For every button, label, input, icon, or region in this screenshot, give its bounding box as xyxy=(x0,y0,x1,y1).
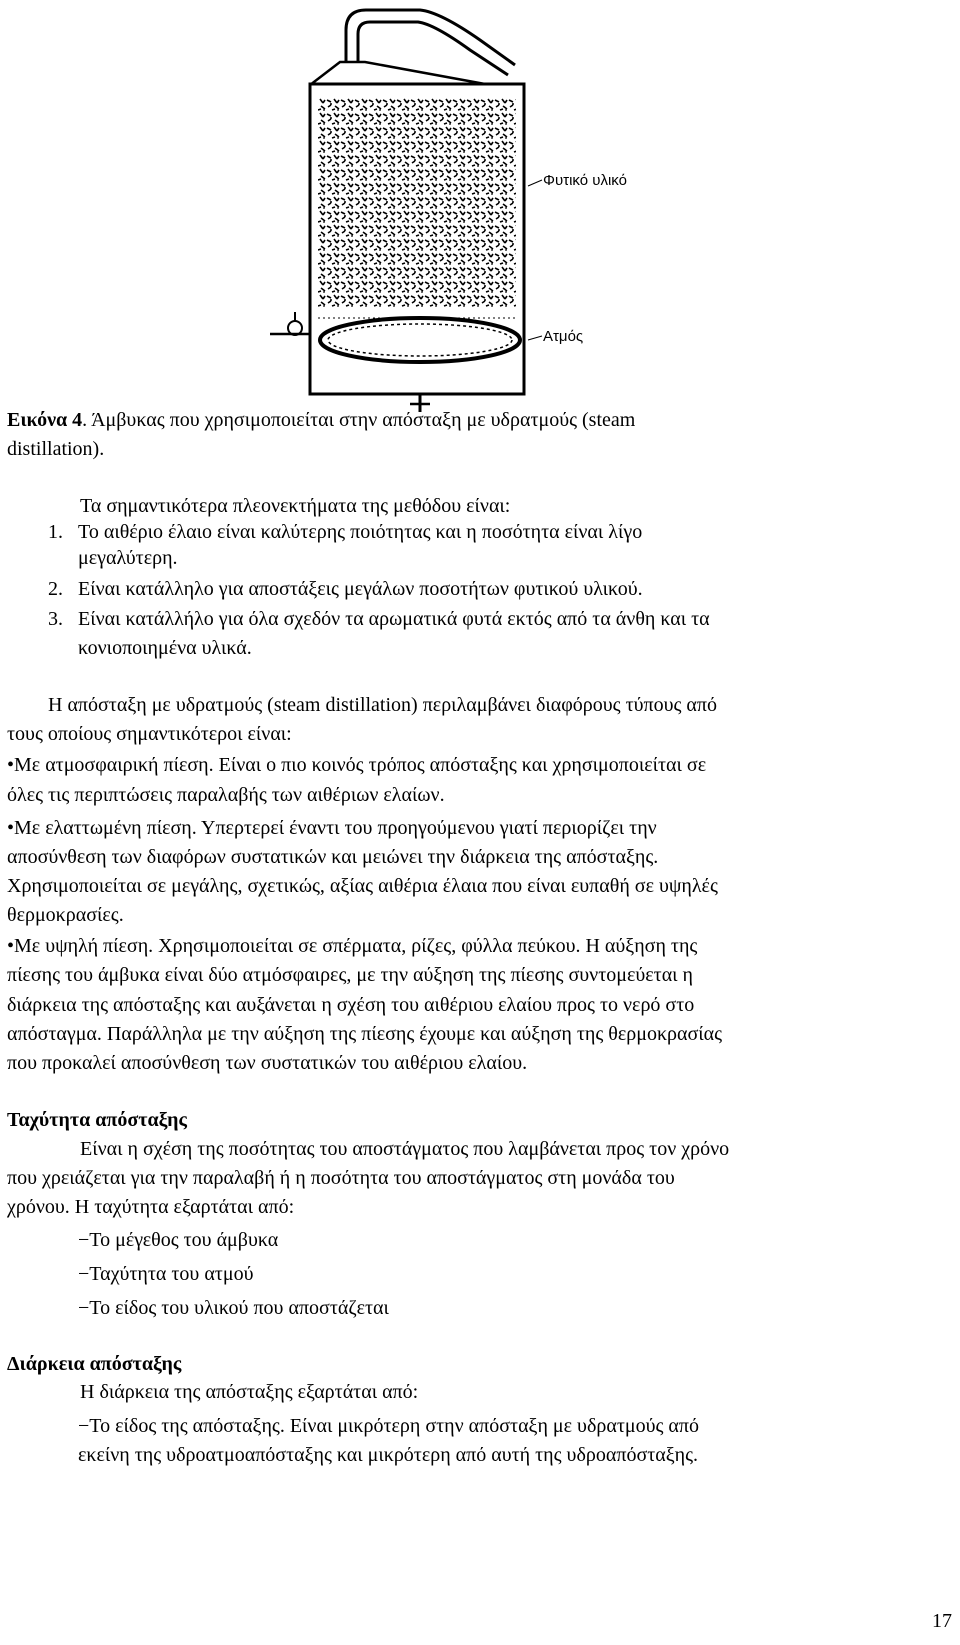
speed-text-1: Είναι η σχέση της ποσότητας του αποστάγματος που λαμβάνεται προς τον χρόνο xyxy=(80,1138,730,1160)
speed-dependency-3: −Το είδος του υλικού που αποστάζεται xyxy=(78,1297,389,1319)
types-intro: Η απόσταξη με υδρατμούς (steam distillation) περιλαμβάνει διαφόρους τύπους από xyxy=(48,694,718,716)
caption-text-line2: distillation). xyxy=(7,438,105,460)
duration-dependency-1: −Το είδος της απόσταξης. Είναι μικρότερη στην απόσταξη με υδρατμούς από xyxy=(78,1415,699,1437)
bullet-atmospheric-text: Με ατμοσφαιρική πίεση. Είναι ο πιο κοινός τρόπος απόσταξης και χρησιμοποιείται σε xyxy=(14,754,707,776)
advantage-item-2: Είναι κατάλληλο για αποστάξεις μεγάλων ποσοτήτων φυτικού υλικού. xyxy=(78,578,643,600)
advantage-item-2-num: 2. xyxy=(48,578,63,600)
bullet-reduced xyxy=(7,816,657,840)
advantage-item-3-num: 3. xyxy=(48,608,63,630)
bullet-high-cont-4: που προκαλεί αποσύνθεση των συστατικών του αιθέριου ελαίου. xyxy=(7,1052,528,1074)
bullet-high-text: Με υψηλή πίεση. Χρησιμοποιείται σε σπέρματα, ρίζες, φύλλα πεύκου. Η αύξηση της xyxy=(14,935,698,957)
page-number: 17 xyxy=(932,1610,952,1632)
bullet-reduced-cont-1: αποσύνθεση των διαφόρων συστατικών και μειώνει την διάρκεια της απόσταξης. xyxy=(7,846,659,868)
figure-caption xyxy=(7,408,635,432)
advantage-item-3-cont: κονιοποιημένα υλικά. xyxy=(78,637,252,659)
label-steam: Ατμός xyxy=(543,328,584,345)
advantages-intro: Τα σημαντικότερα πλεονεκτήματα της μεθόδου είναι: xyxy=(80,495,511,517)
still-diagram xyxy=(270,0,690,418)
duration-dependency-1-cont: εκείνη της υδροατμοαπόσταξης και μικρότερη από αυτή της υδροαπόσταξης. xyxy=(78,1444,699,1466)
speed-dependency-2: −Ταχύτητα του ατμού xyxy=(78,1263,254,1285)
bullet-reduced-cont-2: Χρησιμοποιείται σε μεγάλης, σχετικώς, αξίας αιθέρια έλαια που είναι ευπαθή σε υψηλές xyxy=(7,875,718,897)
speed-text-3: χρόνου. Η ταχύτητα εξαρτάται από: xyxy=(7,1196,295,1218)
speed-dependency-1: −Το μέγεθος του άμβυκα xyxy=(78,1229,279,1251)
bullet-high-cont-3: απόσταγμα. Παράλληλα με την αύξηση της πίεσης έχουμε και αύξηση της θερμοκρασίας xyxy=(7,1023,723,1045)
label-plant-material: Φυτικό υλικό xyxy=(543,172,627,189)
still-lid xyxy=(310,62,485,85)
caption-text: . Άμβυκας που χρησιμοποιείται στην απόσταξη με υδρατμούς (steam xyxy=(82,409,636,431)
types-intro-cont: τους οποίους σημαντικότεροι είναι: xyxy=(7,723,292,745)
advantage-item-3: Είναι κατάλλήλο για όλα σχεδόν τα αρωματικά φυτά εκτός από τα άνθη και τα xyxy=(78,608,710,630)
vapor-pipe xyxy=(346,10,515,65)
speed-text-2: που χρειάζεται για την παραλαβή ή η ποσότητα του αποστάγματος στη μονάδα του xyxy=(7,1167,675,1189)
caption-label: Εικόνα 4 xyxy=(7,409,83,431)
bullet-high-cont-2: διάρκεια της απόσταξης και αυξάνεται η σχέση του αιθέριου ελαίου προς το νερό στο xyxy=(7,994,695,1016)
advantage-item-1-num: 1. xyxy=(48,521,63,543)
steam-ring xyxy=(320,318,520,362)
bullet-reduced-cont-3: θερμοκρασίες. xyxy=(7,904,124,926)
bullet-high-cont-1: πίεσης του άμβυκα είναι δύο ατμόσφαιρες, με την αύξηση της πίεσης συντομεύεται η xyxy=(7,964,694,986)
still-figure xyxy=(270,0,690,418)
speed-heading: Ταχύτητα απόσταξης xyxy=(7,1109,187,1131)
plant-material xyxy=(318,98,516,308)
advantage-item-1: Το αιθέριο έλαιο είναι καλύτερης ποιότητας και η ποσότητα είναι λίγο xyxy=(78,521,643,543)
bullet-atmospheric xyxy=(7,753,706,777)
bullet-atmospheric-cont: όλες τις περιπτώσεις παραλαβής των αιθέριων ελαίων. xyxy=(7,784,445,806)
bullet-high xyxy=(7,934,697,958)
bullet-reduced-text: Με ελαττωμένη πίεση. Υπερτερεί έναντι του προηγούμενου γιατί περιορίζει την xyxy=(14,817,657,839)
duration-heading: Διάρκεια απόσταξης xyxy=(7,1353,182,1375)
advantage-item-1-cont: μεγαλύτερη. xyxy=(78,547,178,569)
duration-text: Η διάρκεια της απόσταξης εξαρτάται από: xyxy=(80,1381,419,1403)
